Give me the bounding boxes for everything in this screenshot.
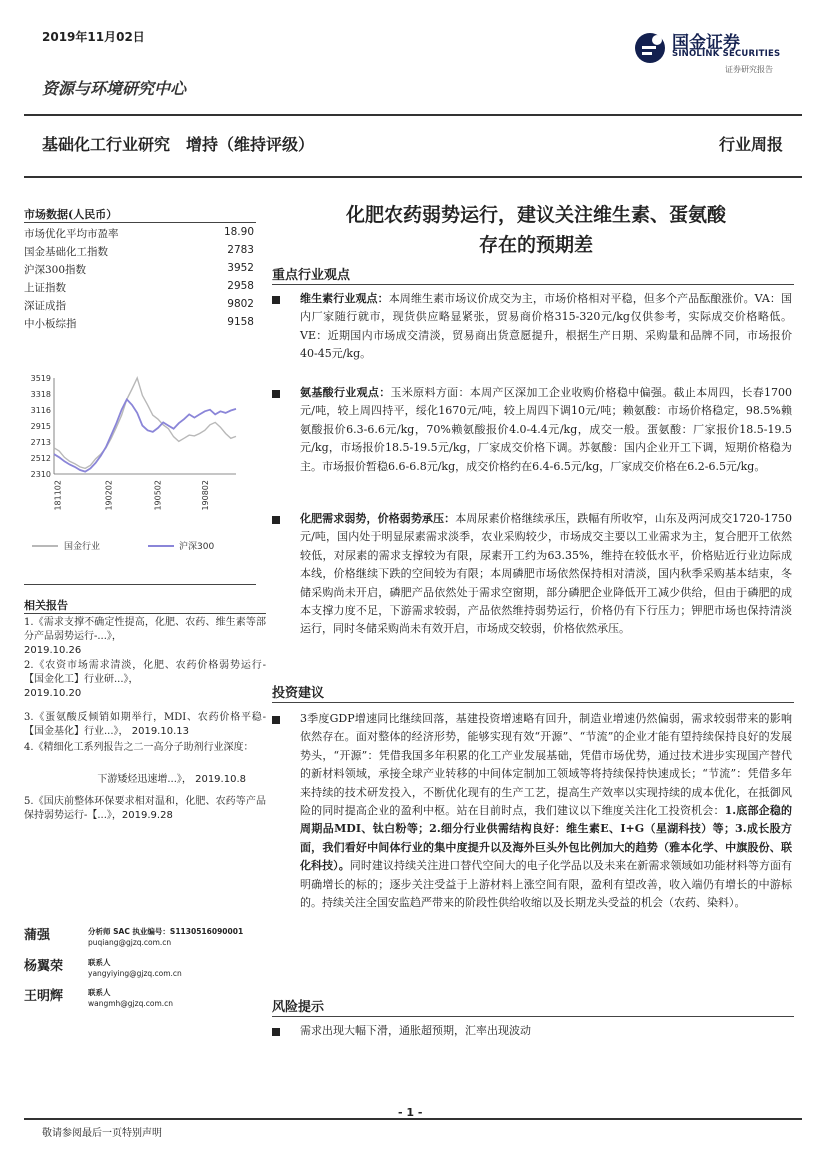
section-rule [272,284,794,285]
related-report-item[interactable]: 3.《蛋氨酸反倾销如期举行，MDI、农药价格平稳-【国金基化】行业...》， 2019.10.13 [24,712,266,737]
market-row: 上证指数 2958 [24,280,254,294]
series-line-industry [54,378,236,468]
disclaimer-note: 敬请参阅最后一页特别声明 [42,1128,162,1139]
section-rule [272,702,794,703]
analyst-card: 王明辉 联系人 wangmh@gjzq.com.cn [24,985,274,1015]
section-heading-risk: 风险提示 [272,1000,325,1015]
analyst-name: 王明辉 [24,989,64,1004]
related-reports-title: 相关报告 [24,599,68,612]
market-row: 沪深300指数 3952 [24,262,254,276]
related-divider [24,613,266,614]
header-rule-bottom [24,176,802,178]
market-row: 市场优化平均市盈率 18.90 [24,226,254,240]
market-divider [24,222,256,223]
y-tick-label: 2713 [30,438,51,447]
y-tick-label: 3318 [30,389,51,399]
index-chart [24,368,248,564]
analyst-name: 杨翼荣 [24,959,64,974]
paragraph-investment: 3季度GDP增速同比继续回落，基建投资增速略有回升，制造业增速仍然偏弱，需求较弱带来的影响依然存在。面对整体的经济形势，能够实现有效“开源”、“节流”的企业才能有望持续保持良好的发展势头，“开源”：凭借我国多年积累的化工产业发展基础，凭借市场优势，通过技术进步实现国产替代的新材料领域，承接全球产业转移的中间体定制加工领域等将持续保持快速成长；“节流”：凭借多年来持续的技术研发投入，不断优化现有的生产工艺，提高生产效率以实现持续的成本优化，在抵御风险的同时提高企业的盈利中枢。站在目前时点，我们建议以下维度关注化工投资机会：1.底部企稳的周期品MDI、钛白粉等；2.细分行业供需结构良好：维生素E、I+G（星湖科技）等；3.成长股方面，我们看好中间体行业的集中度提升以及海外巨头外包比例加大的趋势（雅本化学、中旗股份、联化科技）。同时建议持续关注进口替代空间大的电子化学品以及未来在新需求领域如功能材料等方面有明确增长的标的；逐步关注受益于上游材料上涨空间有限，盈利有望改善，收入端仍有增长的中游标的。持续关注全国安监趋严带来的阶段性供给收缩以及长期龙头受益的机会（农药、染料）。 [300,712,793,910]
market-row: 中小板综指 9158 [24,316,254,330]
logo-english: SINOLINK SECURITIES [672,49,781,59]
market-row: 深证成指 9802 [24,298,254,312]
market-row: 国金基础化工指数 2783 [24,244,254,258]
analyst-email: wangmh@gjzq.com.cn [88,999,174,1008]
related-report-item[interactable]: 5.《国庆前整体环保要求相对温和，化肥、农药等产品保持弱势运行-【...》，2019.9.28 [24,796,266,821]
bullet-icon [272,296,280,304]
paragraph-fertilizer: 化肥需求弱势，价格弱势承压：本周尿素价格继续承压，跌幅有所收窄，山东及两河成交1720-1750元/吨，国内处于明显尿素需求淡季，农业采购较少，市场成交主要以工业需求为主，复合肥开工依然较低，对尿素的需求支撑较为有限，尿素开工约为63.35%，维持在较低水平，价格贴近行业边际成本线，价格继续下跌的空间较为有限；本周磷肥市场依然保持相对清淡，国内秋季采购基本结束，冬储采购尚未开启，磷肥产品依然处于需求空窗期，部分磷肥企业降低开工减少供给，但由于磷肥的成本支撑力度不足，下游需求较弱，产品依然维持弱势运行，价格仍有下行压力；钾肥市场也保持清淡运行，同时冬储采购尚未有效开启，市场成交较弱，价格依然承压。 [300,512,792,636]
bullet-icon [272,1028,280,1036]
related-report-item[interactable]: 1.《需求支撑不确定性提高，化肥、农药、维生素等部分产品弱势运行-...》， 2019.10.26 [24,617,266,656]
industry-rating: 基础化工行业研究 增持（维持评级） [42,135,315,154]
bullet-icon [272,516,280,524]
x-tick-label: 181102 [53,480,63,511]
related-report-item[interactable]: 4.《精细化工系列报告之二一高分子助剂行业深度： [24,742,254,753]
page-number: - 1 - [398,1106,423,1119]
analyst-name: 蒲强 [24,928,51,943]
logo-name: 国金证券 [672,33,740,53]
chart-divider [24,584,256,585]
paragraph-vitamin: 维生素行业观点：本周维生素市场议价成交为主，市场价格相对平稳，但多个产品酝酿涨价。VA：国内厂家随行就市，现货供应略显紧张，贸易商价格315-320元/kg仅供参考，实际成交价格略低。VE：近期国内市场成交清淡，贸易商出货意愿提升，根据生产日期、采购量和品牌不同，市场报价40-45元/kg。 [300,292,792,361]
related-report-item[interactable]: 2.《农资市场需求清淡，化肥、农药价格弱势运行-【国金化工】行业研...》， 2019.10.20 [24,660,266,699]
analyst-card: 杨翼荣 联系人 yangyiying@gjzq.com.cn [24,955,274,985]
report-type: 行业周报 [718,135,783,154]
header-rule [24,114,802,116]
x-tick-label: 190202 [104,480,114,511]
analyst-card: 蒲强 分析师 SAC 执业编号：S1130516090001 puqiang@gjzq.com.cn [24,924,274,954]
bullet-icon [272,716,280,724]
report-title: 化肥农药弱势运行，建议关注维生素、蛋氨酸 存在的预期差 [345,204,726,256]
market-data-title: 市场数据(人民币） [24,208,118,221]
y-tick-label: 2310 [30,470,51,479]
paragraph-amino-acid: 氨基酸行业观点：玉米原料方面：本周产区深加工企业收购价格稳中偏强。截止本周四，长春1700元/吨，较上周四持平，绥化1670元/吨，较上周四下调10元/吨；赖氨酸：市场价格稳定，98.5%赖氨酸报价6.3-6.6元/kg，70%赖氨酸报价4.0-4.4元/kg，成交一般。蛋氨酸：厂家报价18.5-19.5元/kg，市场报价18.5-19.5元/kg，厂家成交价格下调。苏氨酸：国内企业开工下调，短期价格稳为主。市场报价暂稳6.6-6.8元/kg，成交价格约在6.4-6.5元/kg，厂家成交价格在6.2-6.5元/kg。 [300,386,793,473]
report-date: 2019年11月02日 [42,30,145,44]
x-tick-label: 190502 [153,480,163,511]
y-tick-label: 3519 [30,374,51,383]
y-tick-label: 2512 [30,453,51,463]
series-line-hs300 [54,399,236,471]
section-heading-investment: 投资建议 [272,686,325,701]
x-tick-label: 190802 [201,480,211,511]
y-tick-label: 3116 [30,406,51,415]
logo-subtitle: 证券研究报告 [725,65,773,74]
related-report-item[interactable]: 下游矮烃迅速增...》， 2019.10.8 [97,774,246,785]
analyst-email: puqiang@gjzq.com.cn [88,938,172,947]
analyst-email: yangyiying@gjzq.com.cn [88,969,182,978]
section-heading-views: 重点行业观点 [272,268,351,283]
y-tick-label: 2915 [30,421,51,431]
legend-label-hs300: 沪深300 [179,542,215,552]
bullet-icon [272,390,280,398]
section-rule [272,1016,794,1017]
legend-label-industry: 国金行业 [64,542,101,552]
paragraph-risk: 需求出现大幅下滑，通胀超预期，汇率出现波动 [300,1024,531,1037]
research-center: 资源与环境研究中心 [42,79,187,98]
